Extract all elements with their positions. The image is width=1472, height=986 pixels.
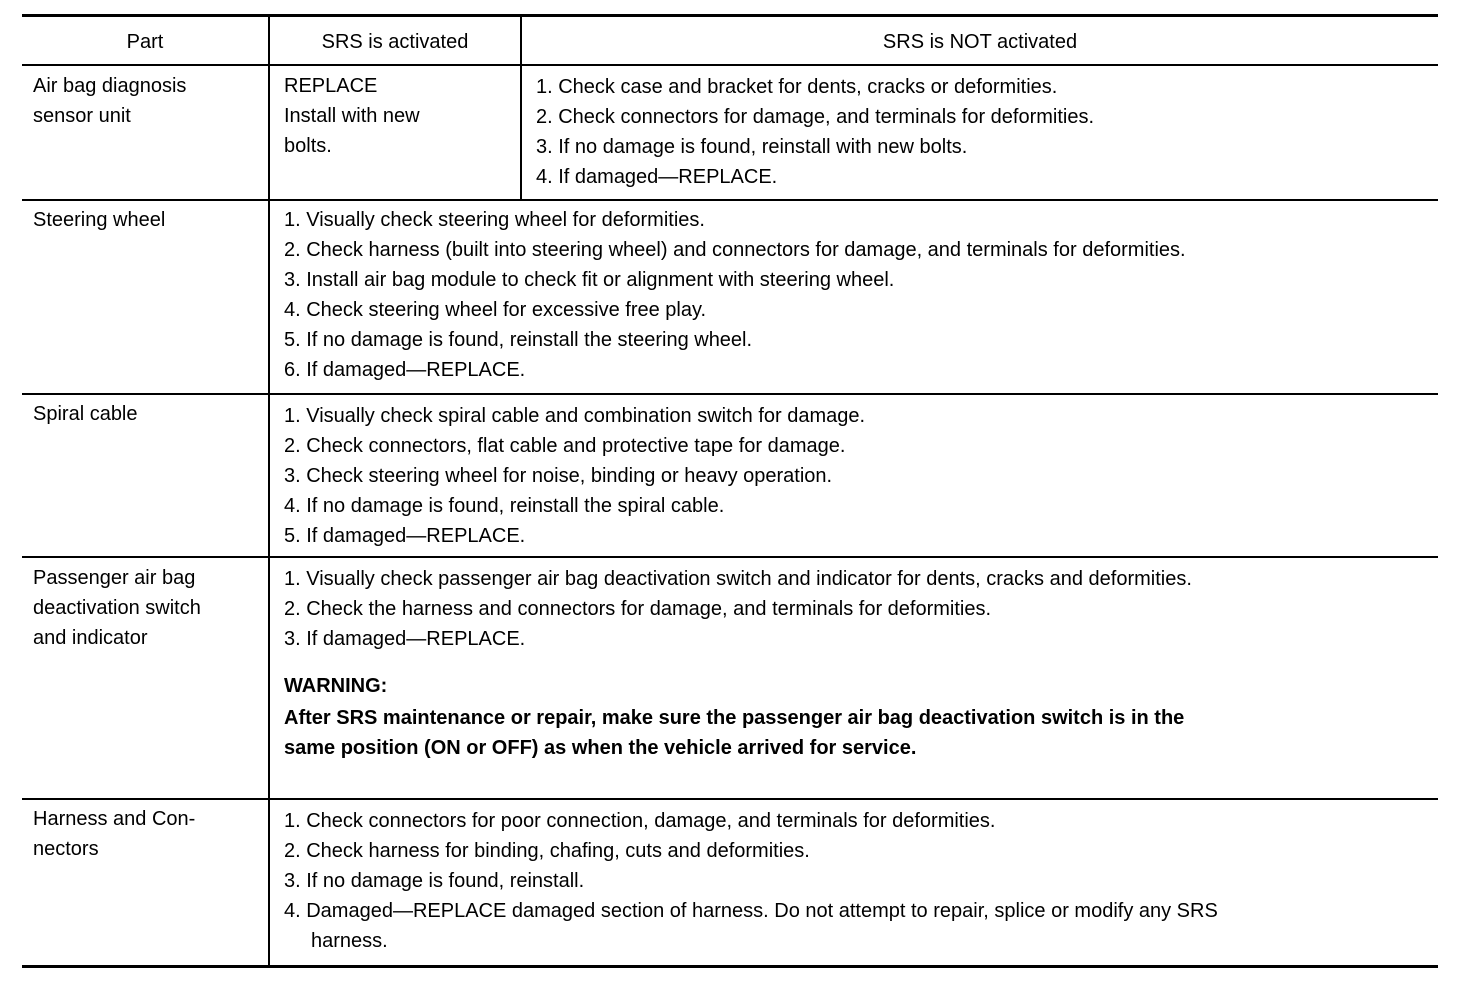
list-item: 1. Visually check steering wheel for deformities. (284, 209, 705, 231)
row-divider (22, 393, 1438, 395)
list-item: 3. If no damage is found, reinstall with new bolts. (536, 136, 968, 158)
srs-activated-cell: REPLACE Install with new bolts. (284, 75, 420, 157)
list-item: 1. Visually check spiral cable and combination switch for damage. (284, 405, 866, 427)
inspection-cell (284, 401, 865, 551)
table-top-rule (22, 14, 1438, 17)
warning-text: After SRS maintenance or repair, make sure the passenger air bag deactivation switch is in the same position (ON or OFF) as when the vehicle arrived for service. (284, 707, 1185, 759)
list-item: 5. If no damage is found, reinstall the steering wheel. (284, 329, 753, 351)
part-cell: Harness and Con- nectors (33, 808, 196, 860)
list-item: 2. Check the harness and connectors for damage, and terminals for deformities. (284, 598, 992, 620)
header-srs-not-activated: SRS is NOT activated (882, 31, 1078, 53)
list-item: 4. If damaged—REPLACE. (536, 166, 778, 188)
list-item: 6. If damaged—REPLACE. (284, 359, 526, 381)
list-item: 4. If no damage is found, reinstall the spiral cable. (284, 495, 725, 517)
part-cell: Spiral cable (33, 403, 138, 425)
header-srs-activated: SRS is activated (321, 31, 469, 53)
row-divider (22, 798, 1438, 800)
list-item: 4. Damaged—REPLACE damaged section of harness. Do not attempt to repair, splice or modify any SRS (284, 900, 1218, 922)
header-bottom-rule (22, 64, 1438, 66)
list-item: 1. Visually check passenger air bag deactivation switch and indicator for dents, cracks and deformities. (284, 568, 1192, 590)
list-item: 2. Check harness (built into steering wheel) and connectors for damage, and terminals for deformities. (284, 239, 1186, 261)
list-item: 2. Check harness for binding, chafing, cuts and deformities. (284, 840, 810, 862)
list-item: 4. Check steering wheel for excessive free play. (284, 299, 707, 321)
list-item: 1. Check case and bracket for dents, cracks or deformities. (536, 76, 1058, 98)
row-divider (22, 556, 1438, 558)
column-divider (268, 14, 270, 967)
inspection-cell (284, 806, 1218, 956)
part-cell: Steering wheel (33, 209, 166, 231)
inspection-cell (284, 564, 1192, 654)
list-item: 3. If damaged—REPLACE. (284, 628, 526, 650)
list-item: 2. Check connectors, flat cable and protective tape for damage. (284, 435, 846, 457)
list-item: 2. Check connectors for damage, and terminals for deformities. (536, 106, 1095, 128)
srs-not-activated-cell (536, 72, 1094, 192)
list-item: 5. If damaged—REPLACE. (284, 525, 526, 547)
row-divider (22, 199, 1438, 201)
list-item: 3. Install air bag module to check fit or alignment with steering wheel. (284, 269, 895, 291)
inspection-cell (284, 205, 1186, 385)
list-item: 1. Check connectors for poor connection, damage, and terminals for deformities. (284, 810, 996, 832)
header-part: Part (126, 31, 164, 53)
list-item-continuation: harness. (311, 930, 388, 952)
part-cell: Passenger air bag deactivation switch and indicator (33, 567, 201, 649)
list-item: 3. Check steering wheel for noise, binding or heavy operation. (284, 465, 833, 487)
warning-title: WARNING: (284, 675, 388, 697)
part-cell: Air bag diagnosis sensor unit (33, 75, 187, 127)
table-bottom-rule (22, 965, 1438, 968)
list-item: 3. If no damage is found, reinstall. (284, 870, 585, 892)
